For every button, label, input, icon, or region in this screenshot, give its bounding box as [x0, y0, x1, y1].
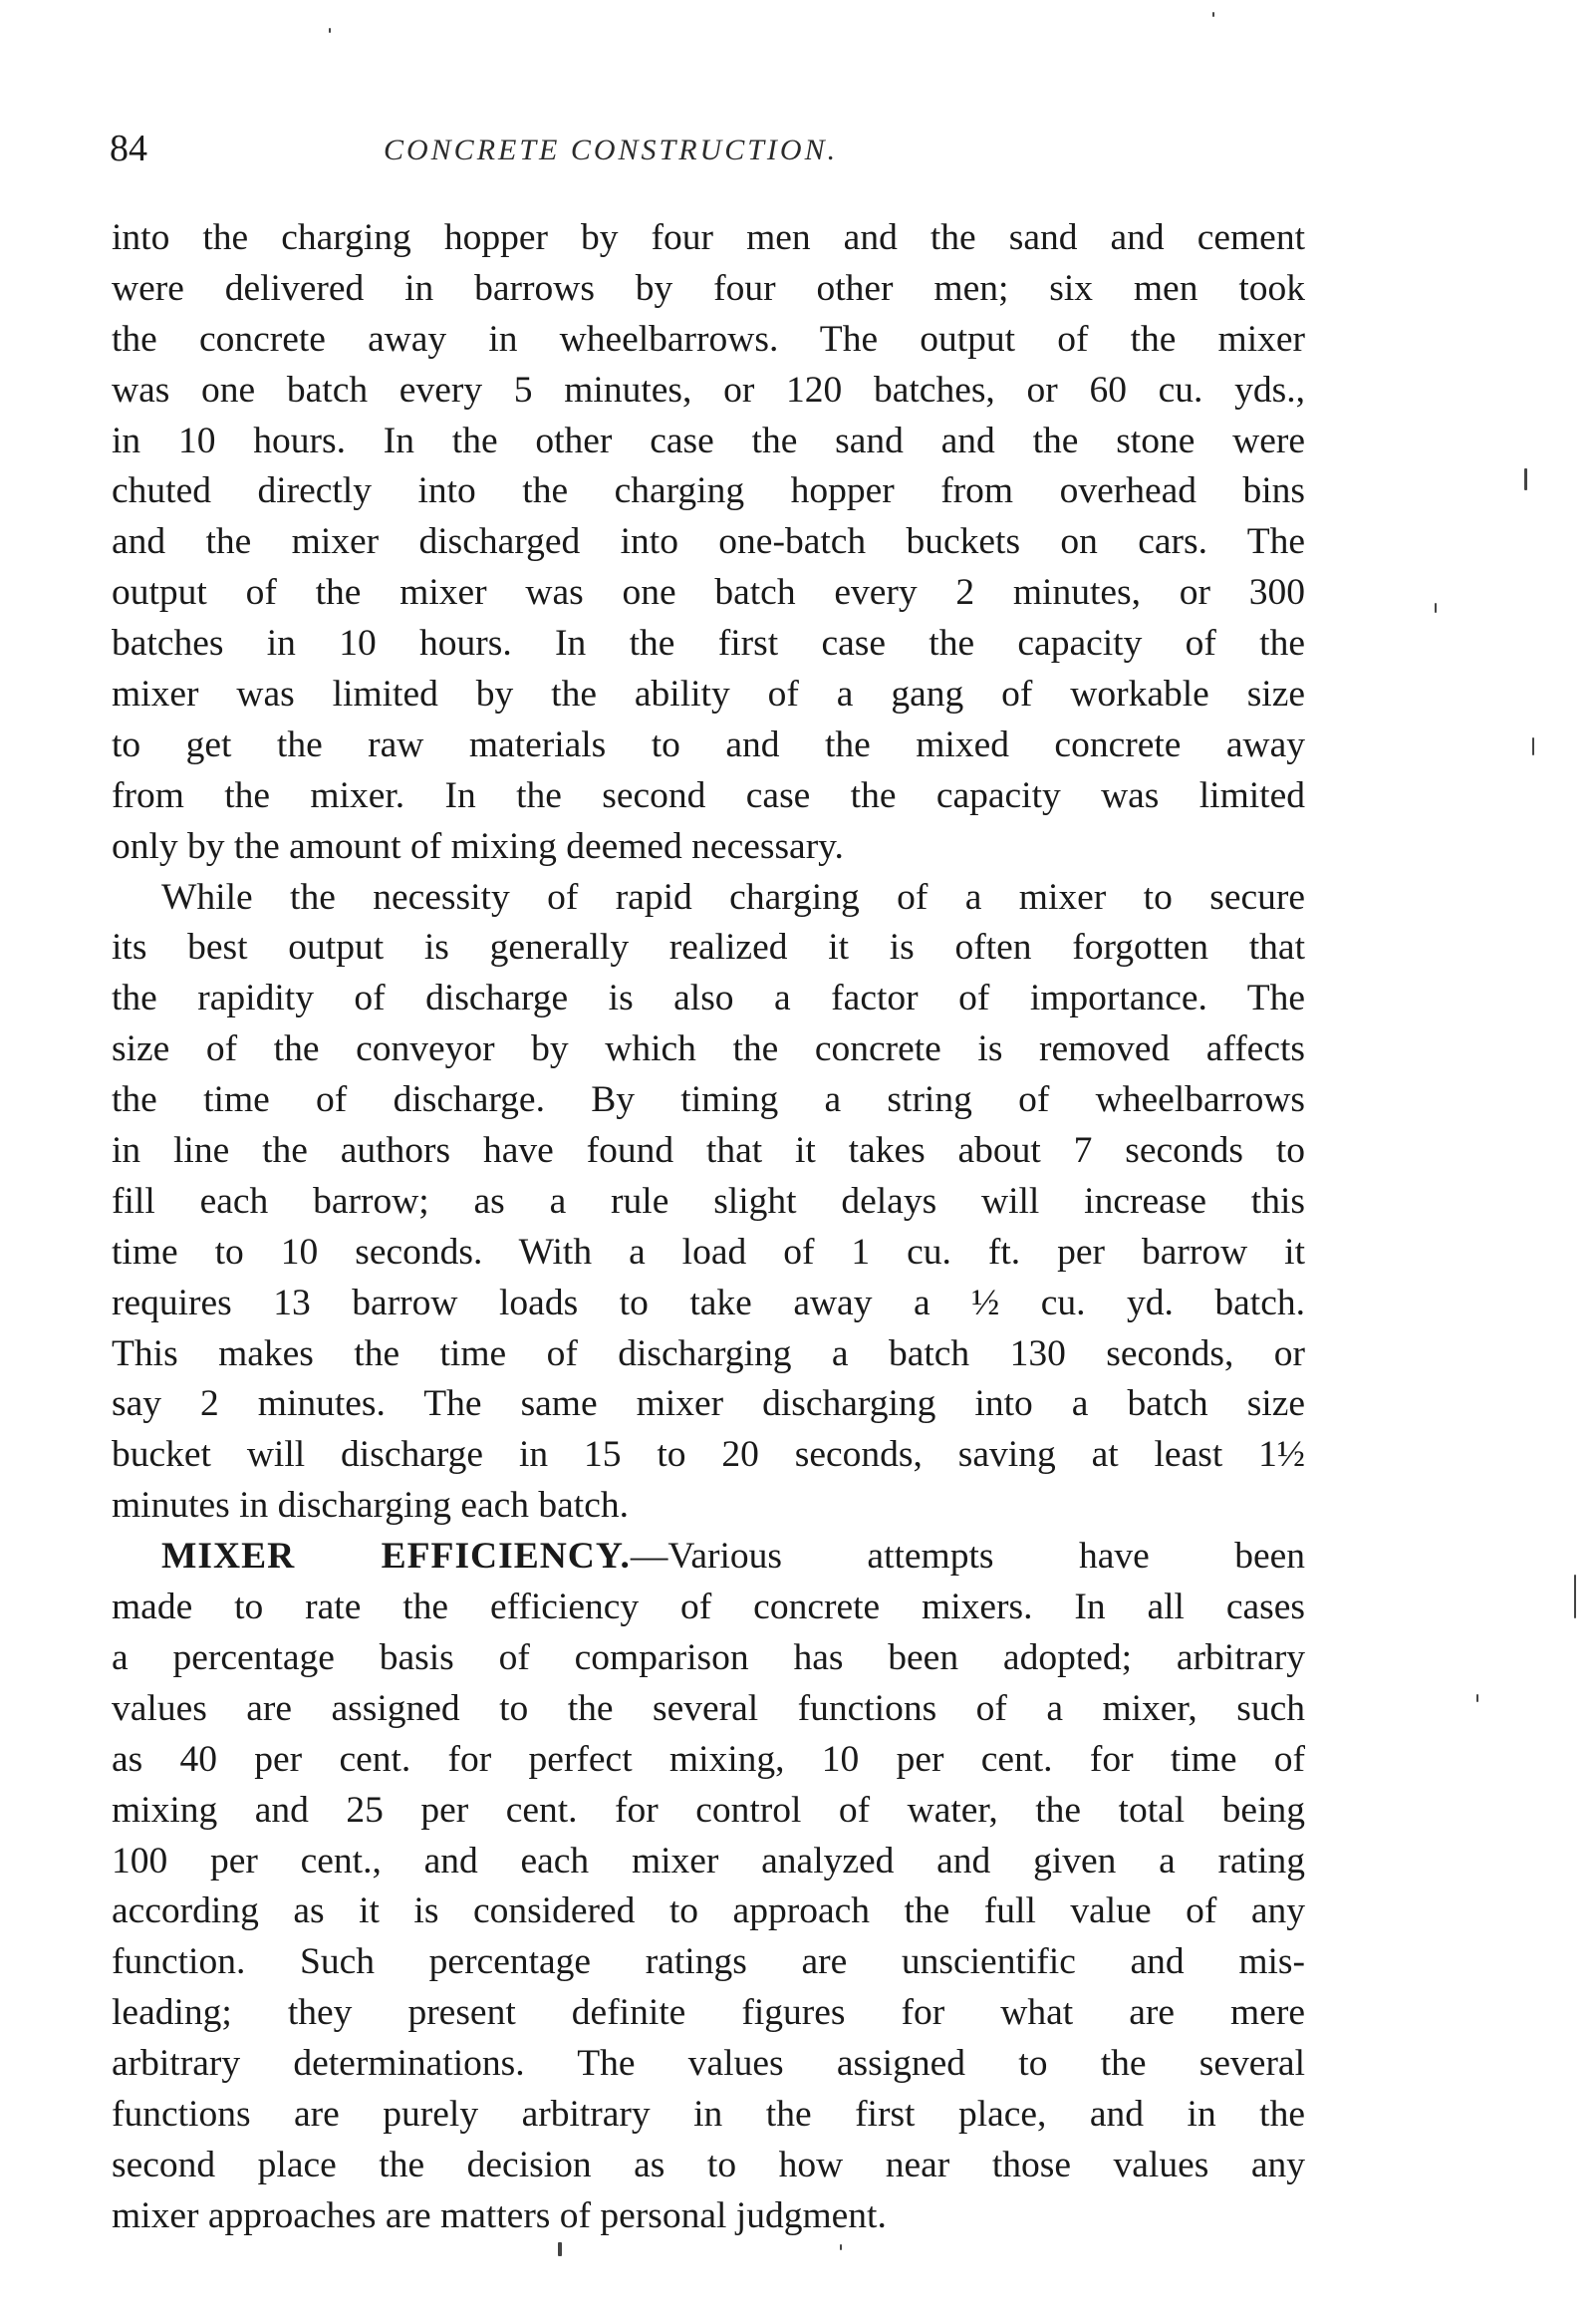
text-line: say 2 minutes. The same mixer discharging into a batch size — [112, 1383, 1305, 1425]
text-line: values are assigned to the several functions of a mixer, such — [112, 1687, 1305, 1729]
text-line: requires 13 barrow loads to take away a ½ cu. yd. batch. — [112, 1282, 1305, 1323]
section-heading: MIXER EFFICIENCY. — [161, 1536, 631, 1578]
text-line: leading; they present definite figures for what are mere — [112, 1992, 1305, 2034]
text-line: into the charging hopper by four men and the sand and cement — [112, 217, 1305, 258]
text-line: arbitrary determinations. The values assigned to the several — [112, 2043, 1305, 2085]
text-line: the rapidity of discharge is also a factor of importance. The — [112, 978, 1305, 1019]
text-line: MIXER EFFICIENCY.—Various attempts have been — [161, 1536, 1305, 1578]
text-line: This makes the time of discharging a batch 130 seconds, or — [112, 1332, 1305, 1374]
text-line: a percentage basis of comparison has been adopted; arbitrary — [112, 1636, 1305, 1678]
text-line: mixing and 25 per cent. for control of water, the total being — [112, 1789, 1305, 1831]
text-line: 100 per cent., and each mixer analyzed and given a rating — [112, 1840, 1305, 1882]
running-head — [110, 124, 1305, 173]
text-line: time to 10 seconds. With a load of 1 cu. ft. per barrow it — [112, 1231, 1305, 1273]
text-line: the concrete away in wheelbarrows. The output of the mixer — [112, 318, 1305, 360]
text-line: bucket will discharge in 15 to 20 seconds, saving at least 1½ — [112, 1434, 1305, 1476]
paragraph-mixer-efficiency — [112, 1532, 1305, 2241]
scan-speck — [1524, 468, 1527, 490]
text-line: as 40 per cent. for perfect mixing, 10 per cent. for time of — [112, 1738, 1305, 1780]
text-line: functions are purely arbitrary in the first place, and in the — [112, 2093, 1305, 2135]
text-line: was one batch every 5 minutes, or 120 batches, or 60 cu. yds., — [112, 369, 1305, 411]
scan-speck — [1476, 1694, 1478, 1702]
text-line: and the mixer discharged into one-batch buckets on cars. The — [112, 521, 1305, 563]
text-line: second place the decision as to how near those values any — [112, 2144, 1305, 2185]
text-line: batches in 10 hours. In the first case the capacity of the — [112, 623, 1305, 665]
text-line: size of the conveyor by which the concrete is removed affects — [112, 1028, 1305, 1070]
scan-speck — [1435, 603, 1437, 613]
text-line: according as it is considered to approach the full value of any — [112, 1890, 1305, 1932]
text-line: mixer approaches are matters of personal judgment. — [112, 2194, 887, 2236]
scan-speck — [1212, 12, 1214, 17]
page-number: 84 — [110, 128, 147, 169]
text-line: from the mixer. In the second case the capacity was limited — [112, 774, 1305, 816]
text-line: While the necessity of rapid charging of a mixer to secure — [161, 876, 1305, 918]
text-line: output of the mixer was one batch every 2 minutes, or 300 — [112, 572, 1305, 614]
text-line: the time of discharge. By timing a string of wheelbarrows — [112, 1079, 1305, 1121]
scan-speck — [329, 28, 331, 33]
text-line: its best output is generally realized it is often forgotten that — [112, 927, 1305, 969]
text-line: only by the amount of mixing deemed necessary. — [112, 825, 844, 867]
scan-speck — [840, 2244, 842, 2250]
text-line: chuted directly into the charging hopper from overhead bins — [112, 470, 1305, 512]
text-line: function. Such percentage ratings are unscientific and mis- — [112, 1941, 1305, 1983]
text-line: made to rate the efficiency of concrete mixers. In all cases — [112, 1587, 1305, 1628]
scan-speck — [1574, 1575, 1576, 1618]
text-line: mixer was limited by the ability of a gang of workable size — [112, 674, 1305, 716]
running-title: CONCRETE CONSTRUCTION. — [384, 134, 839, 166]
text-line: in line the authors have found that it takes about 7 seconds to — [112, 1130, 1305, 1172]
scan-speck — [1532, 737, 1534, 755]
text-line: minutes in discharging each batch. — [112, 1485, 629, 1527]
paragraph-continuation — [112, 213, 1305, 873]
scan-speck — [558, 2242, 562, 2256]
body-text — [112, 213, 1305, 2242]
text-line: fill each barrow; as a rule slight delays will increase this — [112, 1180, 1305, 1222]
text-line: to get the raw materials to and the mixed concrete away — [112, 724, 1305, 765]
text-line: were delivered in barrows by four other men; six men took — [112, 267, 1305, 309]
paragraph-discharge — [112, 873, 1305, 1533]
text-line: in 10 hours. In the other case the sand and the stone were — [112, 420, 1305, 461]
